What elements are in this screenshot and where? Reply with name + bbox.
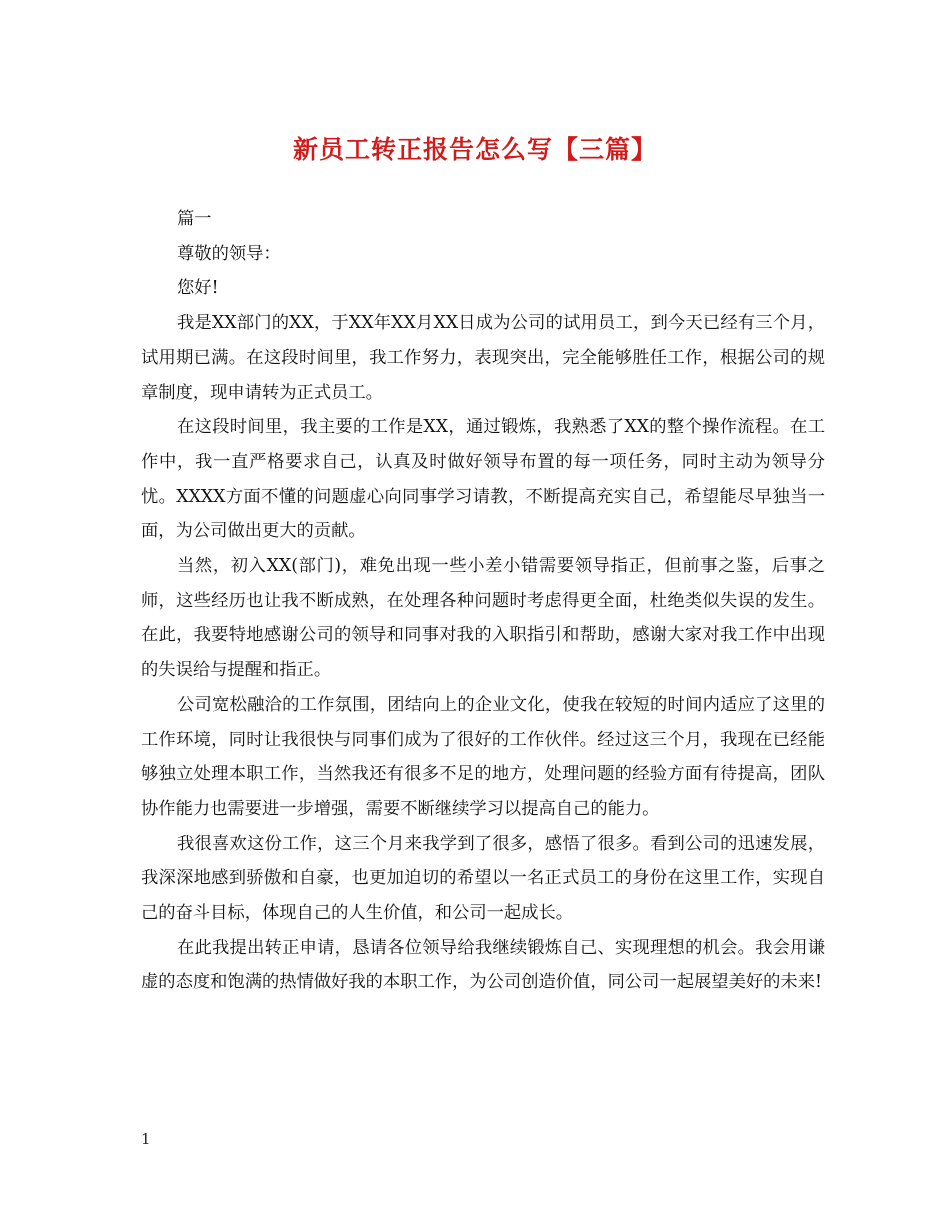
paragraph: 在这段时间里，我主要的工作是XX，通过锻炼，我熟悉了XX的整个操作流程。在工作中，我一直严格要求自己，认真及时做好领导布置的每一项任务，同时主动为领导分忧。XXXX方面不懂的问题虚心向同事学习请教，不断提高充实自己，希望能尽早独当一面，为公司做出更大的贡献。 bbox=[141, 417, 825, 542]
paragraph: 当然，初入XX(部门)，难免出现一些小差小错需要领导指正，但前事之鉴，后事之师，这些经历也让我不断成熟，在处理各种问题时考虑得更全面，杜绝类似失误的发生。在此，我要特地感谢公司的领导和同事对我的入职指引和帮助，感谢大家对我工作中出现的失误给与提醒和指正。 bbox=[141, 556, 825, 681]
paragraph: 在此我提出转正申请，恳请各位领导给我继续锻炼自己、实现理想的机会。我会用谦虚的态度和饱满的热情做好我的本职工作，为公司创造价值，同公司一起展望美好的未来! bbox=[141, 937, 825, 993]
document-body bbox=[141, 202, 825, 1000]
page-title: 新员工转正报告怎么写【三篇】 bbox=[292, 135, 657, 164]
page-number: 1 bbox=[141, 1130, 151, 1148]
section-label: 篇一 bbox=[177, 209, 212, 229]
salutation: 尊敬的领导： bbox=[177, 243, 281, 264]
paragraph: 我很喜欢这份工作，这三个月来我学到了很多，感悟了很多。看到公司的迅速发展，我深深地感到骄傲和自豪，也更加迫切的希望以一名正式员工的身份在这里工作，实现自己的奋斗目标，体现自己的人生价值，和公司一起成长。 bbox=[141, 833, 825, 924]
greeting: 您好! bbox=[177, 278, 219, 299]
paragraph: 公司宽松融洽的工作氛围，团结向上的企业文化，使我在较短的时间内适应了这里的工作环境，同时让我很快与同事们成为了很好的工作伙伴。经过这三个月，我现在已经能够独立处理本职工作，当然我还有很多不足的地方，处理问题的经验方面有待提高，团队协作能力也需要进一步增强，需要不断继续学习以提高自己的能力。 bbox=[141, 694, 825, 819]
paragraph: 我是XX部门的XX，于XX年XX月XX日成为公司的试用员工，到今天已经有三个月，试用期已满。在这段时间里，我工作努力，表现突出，完全能够胜任工作，根据公司的规章制度，现申请转为正式员工。 bbox=[141, 313, 825, 403]
